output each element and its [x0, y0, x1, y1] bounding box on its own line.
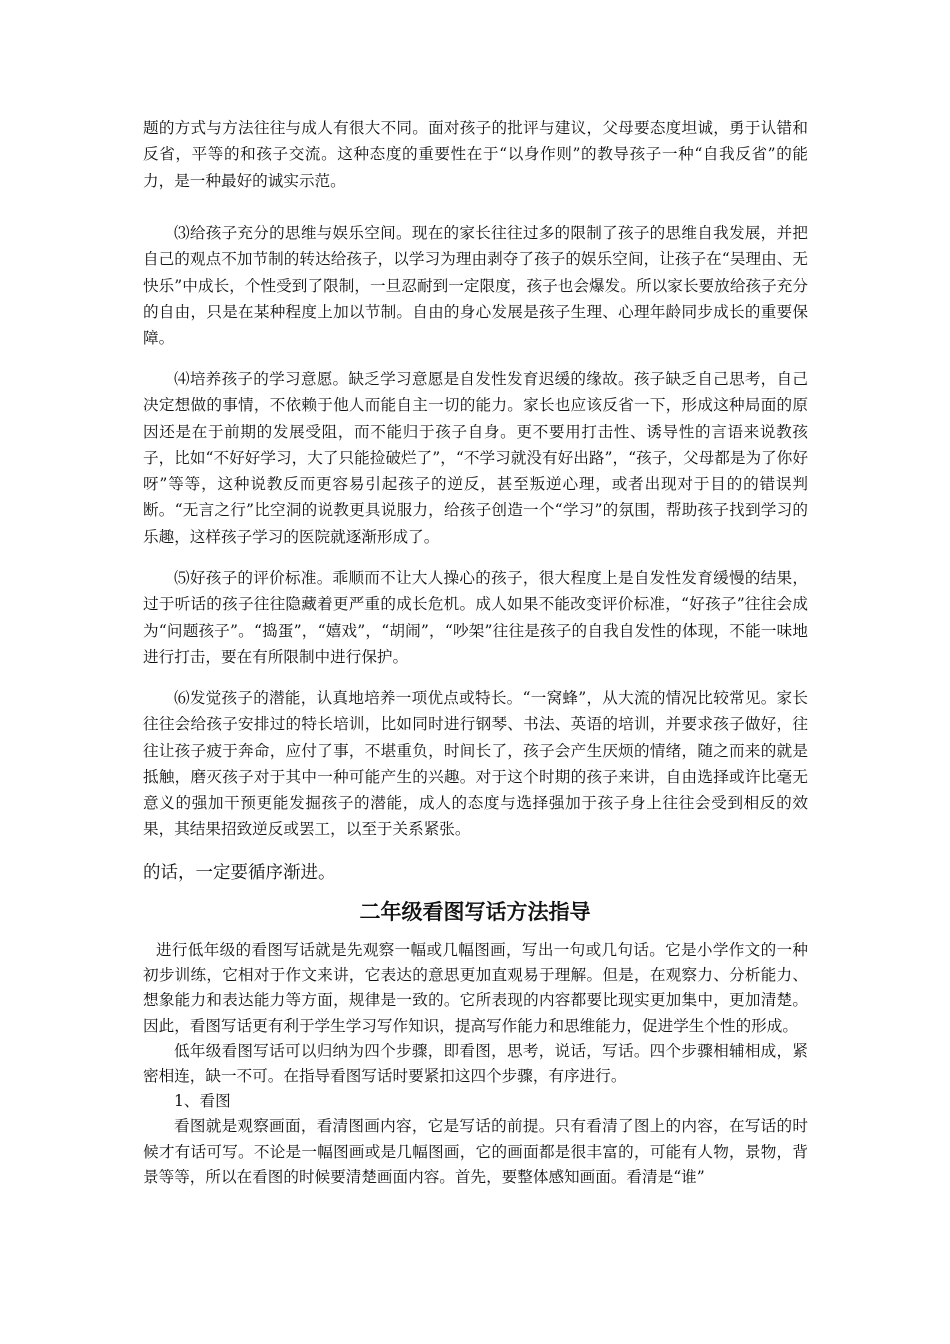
tail-line: 的话，一定要循序渐进。: [143, 863, 336, 883]
paragraph-item-6: [143, 685, 808, 843]
section-heading: 二年级看图写话方法指导: [359, 899, 591, 924]
paragraph-text: 低年级看图写话可以归纳为四个步骤，即看图，思考，说话，写话。四个步骤相辅相成，紧密相连，缺一不可。在指导看图写话时要紧扣这四个步骤，有序进行。: [143, 1041, 808, 1086]
paragraph-item-5: [143, 565, 808, 670]
paragraph-text: 看图就是观察画面，看清图画内容，它是写话的前提。只有看清了图上的内容，在写话的时候才有话可写。不论是一幅图画或是几幅图画，它的画面都是很丰富的，可能有人物，景物，背景等等，所以在看图的时候要清楚画面内容。首先，要整体感知画面。看清是“谁”: [143, 1117, 808, 1186]
subheading-look: 1、看图: [174, 1092, 231, 1111]
paragraph-text: ⑸好孩子的评价标准。乖顺而不让大人操心的孩子，很大程度上是自发性发育缓慢的结果，过于听话的孩子往往隐藏着更严重的成长危机。成人如果不能改变评价标准，“好孩子”往往会成为“问题孩子”。“捣蛋”，“嬉戏”，“胡闹”，“吵架”往往是孩子的自我自发性的体现，不能一味地进行打击，要在有所限制中进行保护。: [143, 569, 808, 666]
paragraph-text: 进行低年级的看图写话就是先观察一幅或几幅图画，写出一句或几句话。它是小学作文的一种初步训练，它相对于作文来讲，它表达的意思更加直观易于理解。但是，在观察力、分析能力、想象能力和表达能力等方面，规律是一致的。它所表现的内容都要比现实更加集中，更加清楚。因此，看图写话更有利于学生学习写作知识，提高写作能力和思维能力，促进学生个性的形成。: [143, 941, 808, 1035]
article-body: [143, 938, 808, 1190]
paragraph-text: ⑹发觉孩子的潜能，认真地培养一项优点或特长。“一窝蜂”，从大流的情况比较常见。家长往往会给孩子安排过的特长培训，比如同时进行钢琴、书法、英语的培训，并要求孩子做好，往往让孩子疲于奔命，应付了事，不堪重负，时间长了，孩子会产生厌烦的情绪，随之而来的就是抵触，磨灭孩子对于其中一种可能产生的兴趣。对于这个时期的孩子来讲，自由选择或许比毫无意义的强加干预更能发掘孩子的潜能，成人的态度与选择强加于孩子身上往往会受到相反的效果，其结果招致逆反或罢工，以至于关系紧张。: [143, 689, 808, 839]
paragraph-text: 题的方式与方法往往与成人有很大不同。面对孩子的批评与建议，父母要态度坦诚，勇于认错和反省，平等的和孩子交流。这种态度的重要性在于“以身作则”的教导孩子一种“自我反省”的能力，是一种最好的诚实示范。: [143, 119, 808, 190]
paragraph-text: ⑷培养孩子的学习意愿。缺乏学习意愿是自发性发育迟缓的缘故。孩子缺乏自己思考，自己决定想做的事情，不依赖于他人而能自主一切的能力。家长也应该反省一下，形成这种局面的原因还是在于前期的发展受阻，而不能归于孩子自身。更不要用打击性、诱导性的言语来说教孩子，比如“不好好学习，大了只能捡破烂了”，“不学习就没有好出路”，“孩子，父母都是为了你好呀”等等，这种说教反而更容易引起孩子的逆反，甚至叛逆心理，或者出现对于目的的错误判断。“无言之行”比空洞的说教更具说服力，给孩子创造一个“学习”的氛围，帮助孩子找到学习的乐趣，这样孩子学习的医院就逐渐形成了。: [143, 370, 808, 546]
paragraph-text: ⑶给孩子充分的思维与娱乐空间。现在的家长往往过多的限制了孩子的思维自我发展，并把自己的观点不加节制的转达给孩子，以学习为理由剥夺了孩子的娱乐空间，让孩子在“吴理由、无快乐”中成长，个性受到了限制，一旦忍耐到一定限度，孩子也会爆发。所以家长要放给孩子充分的自由，只是在某种程度上加以节制。自由的身心发展是孩子生理、心理年龄同步成长的重要保障。: [143, 224, 808, 348]
paragraph-item-3: [143, 220, 808, 351]
paragraph-item-4: [143, 366, 808, 550]
paragraph-intro: [143, 115, 808, 194]
